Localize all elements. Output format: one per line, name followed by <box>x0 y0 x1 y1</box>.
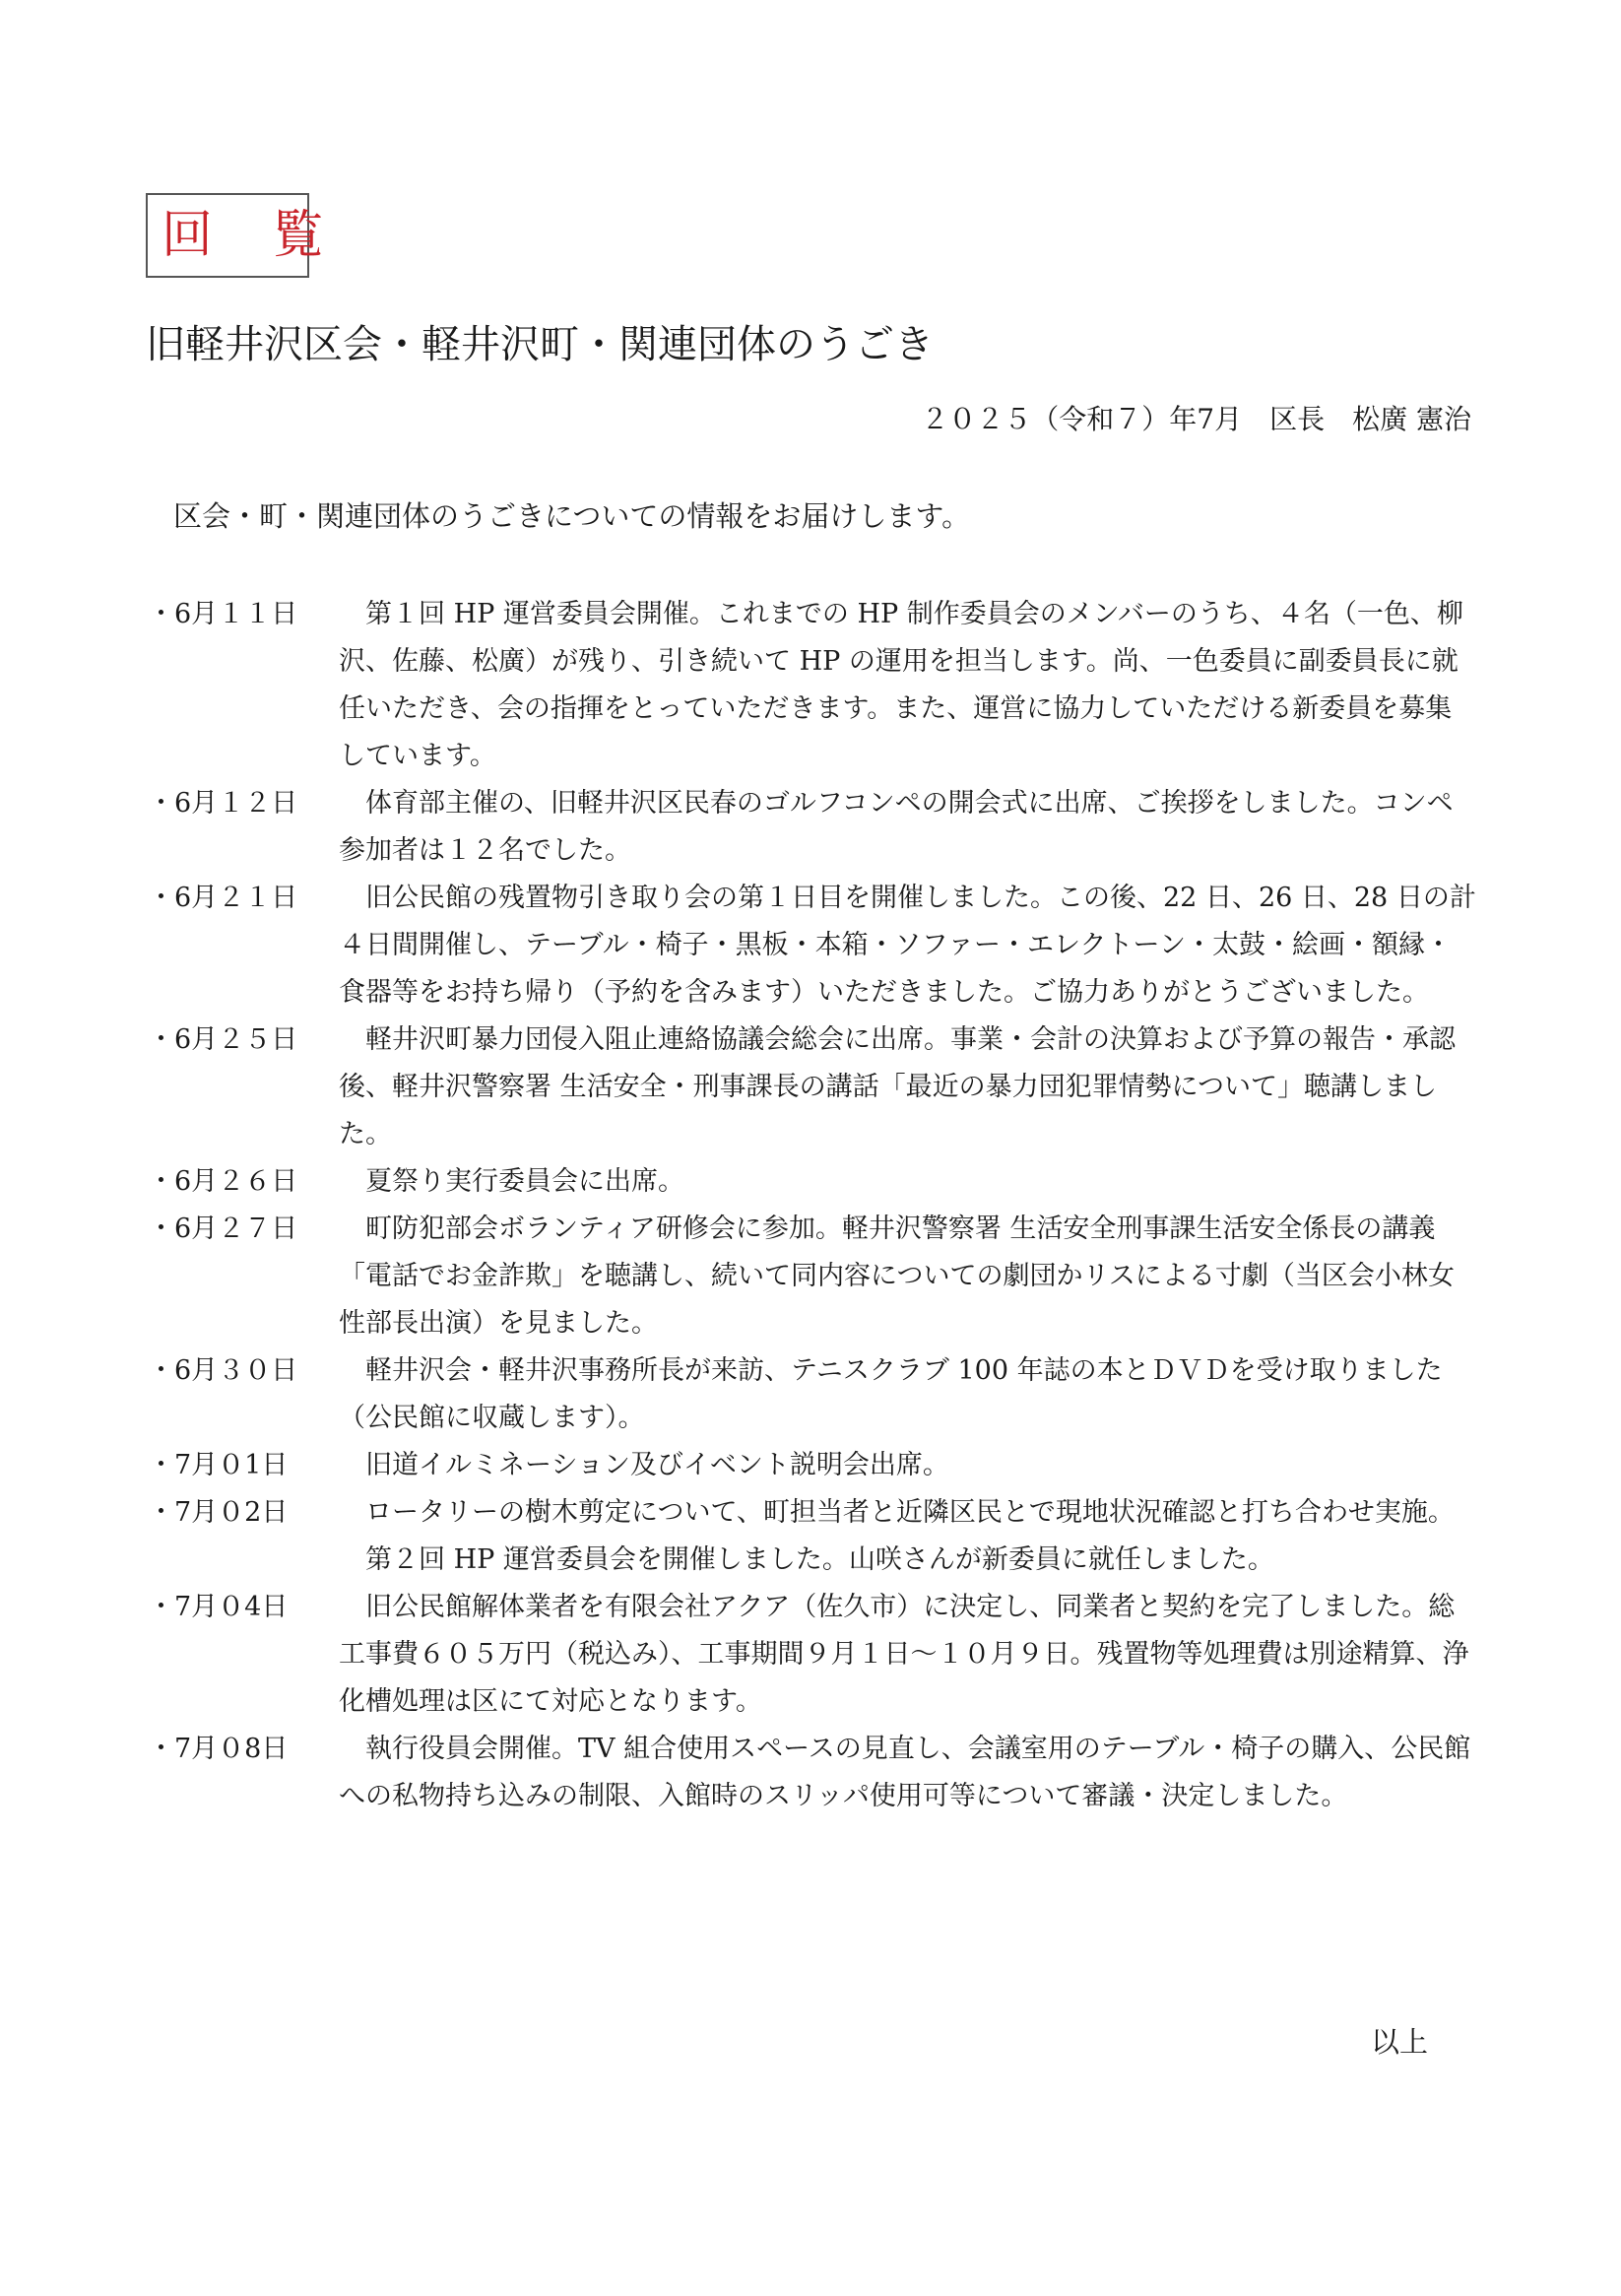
entry-text: 町防犯部会ボランティア研修会に参加。軽井沢警察署 生活安全刑事課生活安全係長の講義「電話でお金詐欺」を聴講し、続いて同内容についての劇団かリスによる寸劇（当区会小林女性部長出演）を見ました。 <box>339 1214 1455 1339</box>
entry-date: ・6月１２日 <box>148 788 298 819</box>
entry-text: 第２回 HP 運営委員会を開催しました。山咲さんが新委員に就任しました。 <box>365 1544 1274 1575</box>
activity-entry <box>148 875 1477 1017</box>
activity-entry <box>148 1489 1477 1584</box>
entry-body <box>339 780 1477 875</box>
activity-entry <box>148 1017 1477 1158</box>
entry-body <box>339 1206 1477 1347</box>
activity-entry <box>148 591 1477 780</box>
activity-list <box>148 591 1477 1820</box>
entry-body <box>339 1489 1477 1584</box>
entry-body <box>339 1017 1477 1158</box>
entry-date: ・6月２６日 <box>148 1166 298 1197</box>
entry-date: ・7月０2日 <box>148 1497 289 1528</box>
entry-body <box>339 1347 1477 1442</box>
entry-text: 旧公民館の残置物引き取り会の第１日目を開催しました。この後、22 日、26 日、28 日の計４日間開催し、テーブル・椅子・黒板・本箱・ソファー・エレクトーン・太鼓・絵画・額縁・食器等をお持ち帰り（予約を含みます）いただきました。ご協力ありがとうございました。 <box>339 883 1476 1008</box>
entry-text: 執行役員会開催。TV 組合使用スペースの見直し、会議室用のテーブル・椅子の購入、公民館への私物持ち込みの制限、入館時のスリッパ使用可等について審議・決定しました。 <box>339 1734 1471 1811</box>
entry-text: 軽井沢町暴力団侵入阻止連絡協議会総会に出席。事業・会計の決算および予算の報告・承認後、軽井沢警察署 生活安全・刑事課長の講話「最近の暴力団犯罪情勢について」聴講しました。 <box>339 1024 1456 1149</box>
activity-entry <box>148 1584 1477 1726</box>
entry-body <box>339 1442 1477 1489</box>
entry-text: ロータリーの樹木剪定について、町担当者と近隣区民とで現地状況確認と打ち合わせ実施。 <box>365 1497 1455 1528</box>
entry-body <box>339 1726 1477 1820</box>
entry-text: 旧公民館解体業者を有限会社アクア（佐久市）に決定し、同業者と契約を完了しました。総工事費６０５万円（税込み）、工事期間９月１日～１０月９日。残置物等処理費は別途精算、浄化槽処理は区にて対応となります。 <box>339 1592 1469 1717</box>
circulation-stamp: 回 覧 <box>146 193 309 278</box>
entry-text: 軽井沢会・軽井沢事務所長が来訪、テニスクラブ 100 年誌の本とＤＶＤを受け取りました（公民館に収蔵します）。 <box>339 1355 1443 1433</box>
entry-body <box>339 591 1477 780</box>
entry-body <box>339 875 1477 1017</box>
closing-mark: 以上 <box>1370 2025 1428 2059</box>
entry-body <box>339 1584 1477 1726</box>
entry-text: 夏祭り実行委員会に出席。 <box>365 1166 684 1197</box>
entry-date: ・6月２１日 <box>148 883 298 913</box>
entry-date: ・7月０8日 <box>148 1734 289 1764</box>
entry-date: ・7月０4日 <box>148 1592 289 1622</box>
intro-text: 区会・町・関連団体のうごきについての情報をお届けします。 <box>173 499 971 533</box>
activity-entry <box>148 1726 1477 1820</box>
entry-date: ・6月３０日 <box>148 1355 298 1386</box>
entry-date: ・6月１１日 <box>148 599 298 629</box>
activity-entry <box>148 1442 1477 1489</box>
entry-body <box>339 1158 1477 1206</box>
activity-entry <box>148 1206 1477 1347</box>
page-title: 旧軽井沢区会・軽井沢町・関連団体のうごき <box>146 322 934 367</box>
issue-date-and-author: ２０２５（令和７）年7月 区長 松廣 憲治 <box>921 403 1471 435</box>
activity-entry <box>148 1347 1477 1442</box>
activity-entry <box>148 1158 1477 1206</box>
entry-date: ・7月０1日 <box>148 1450 289 1480</box>
entry-date: ・6月２７日 <box>148 1214 298 1244</box>
entry-text: 旧道イルミネーション及びイベント説明会出席。 <box>365 1450 949 1480</box>
activity-entry <box>148 780 1477 875</box>
entry-text: 体育部主催の、旧軽井沢区民春のゴルフコンペの開会式に出席、ご挨拶をしました。コンペ参加者は１２名でした。 <box>339 788 1454 866</box>
entry-text: 第１回 HP 運営委員会開催。これまでの HP 制作委員会のメンバーのうち、４名（一色、柳沢、佐藤、松廣）が残り、引き続いて HP の運用を担当します。尚、一色委員に副委員長に就任いただき、会の指揮をとっていただきます。また、運営に協力していただける新委員を募集しています。 <box>339 599 1463 771</box>
entry-date: ・6月２５日 <box>148 1024 298 1055</box>
